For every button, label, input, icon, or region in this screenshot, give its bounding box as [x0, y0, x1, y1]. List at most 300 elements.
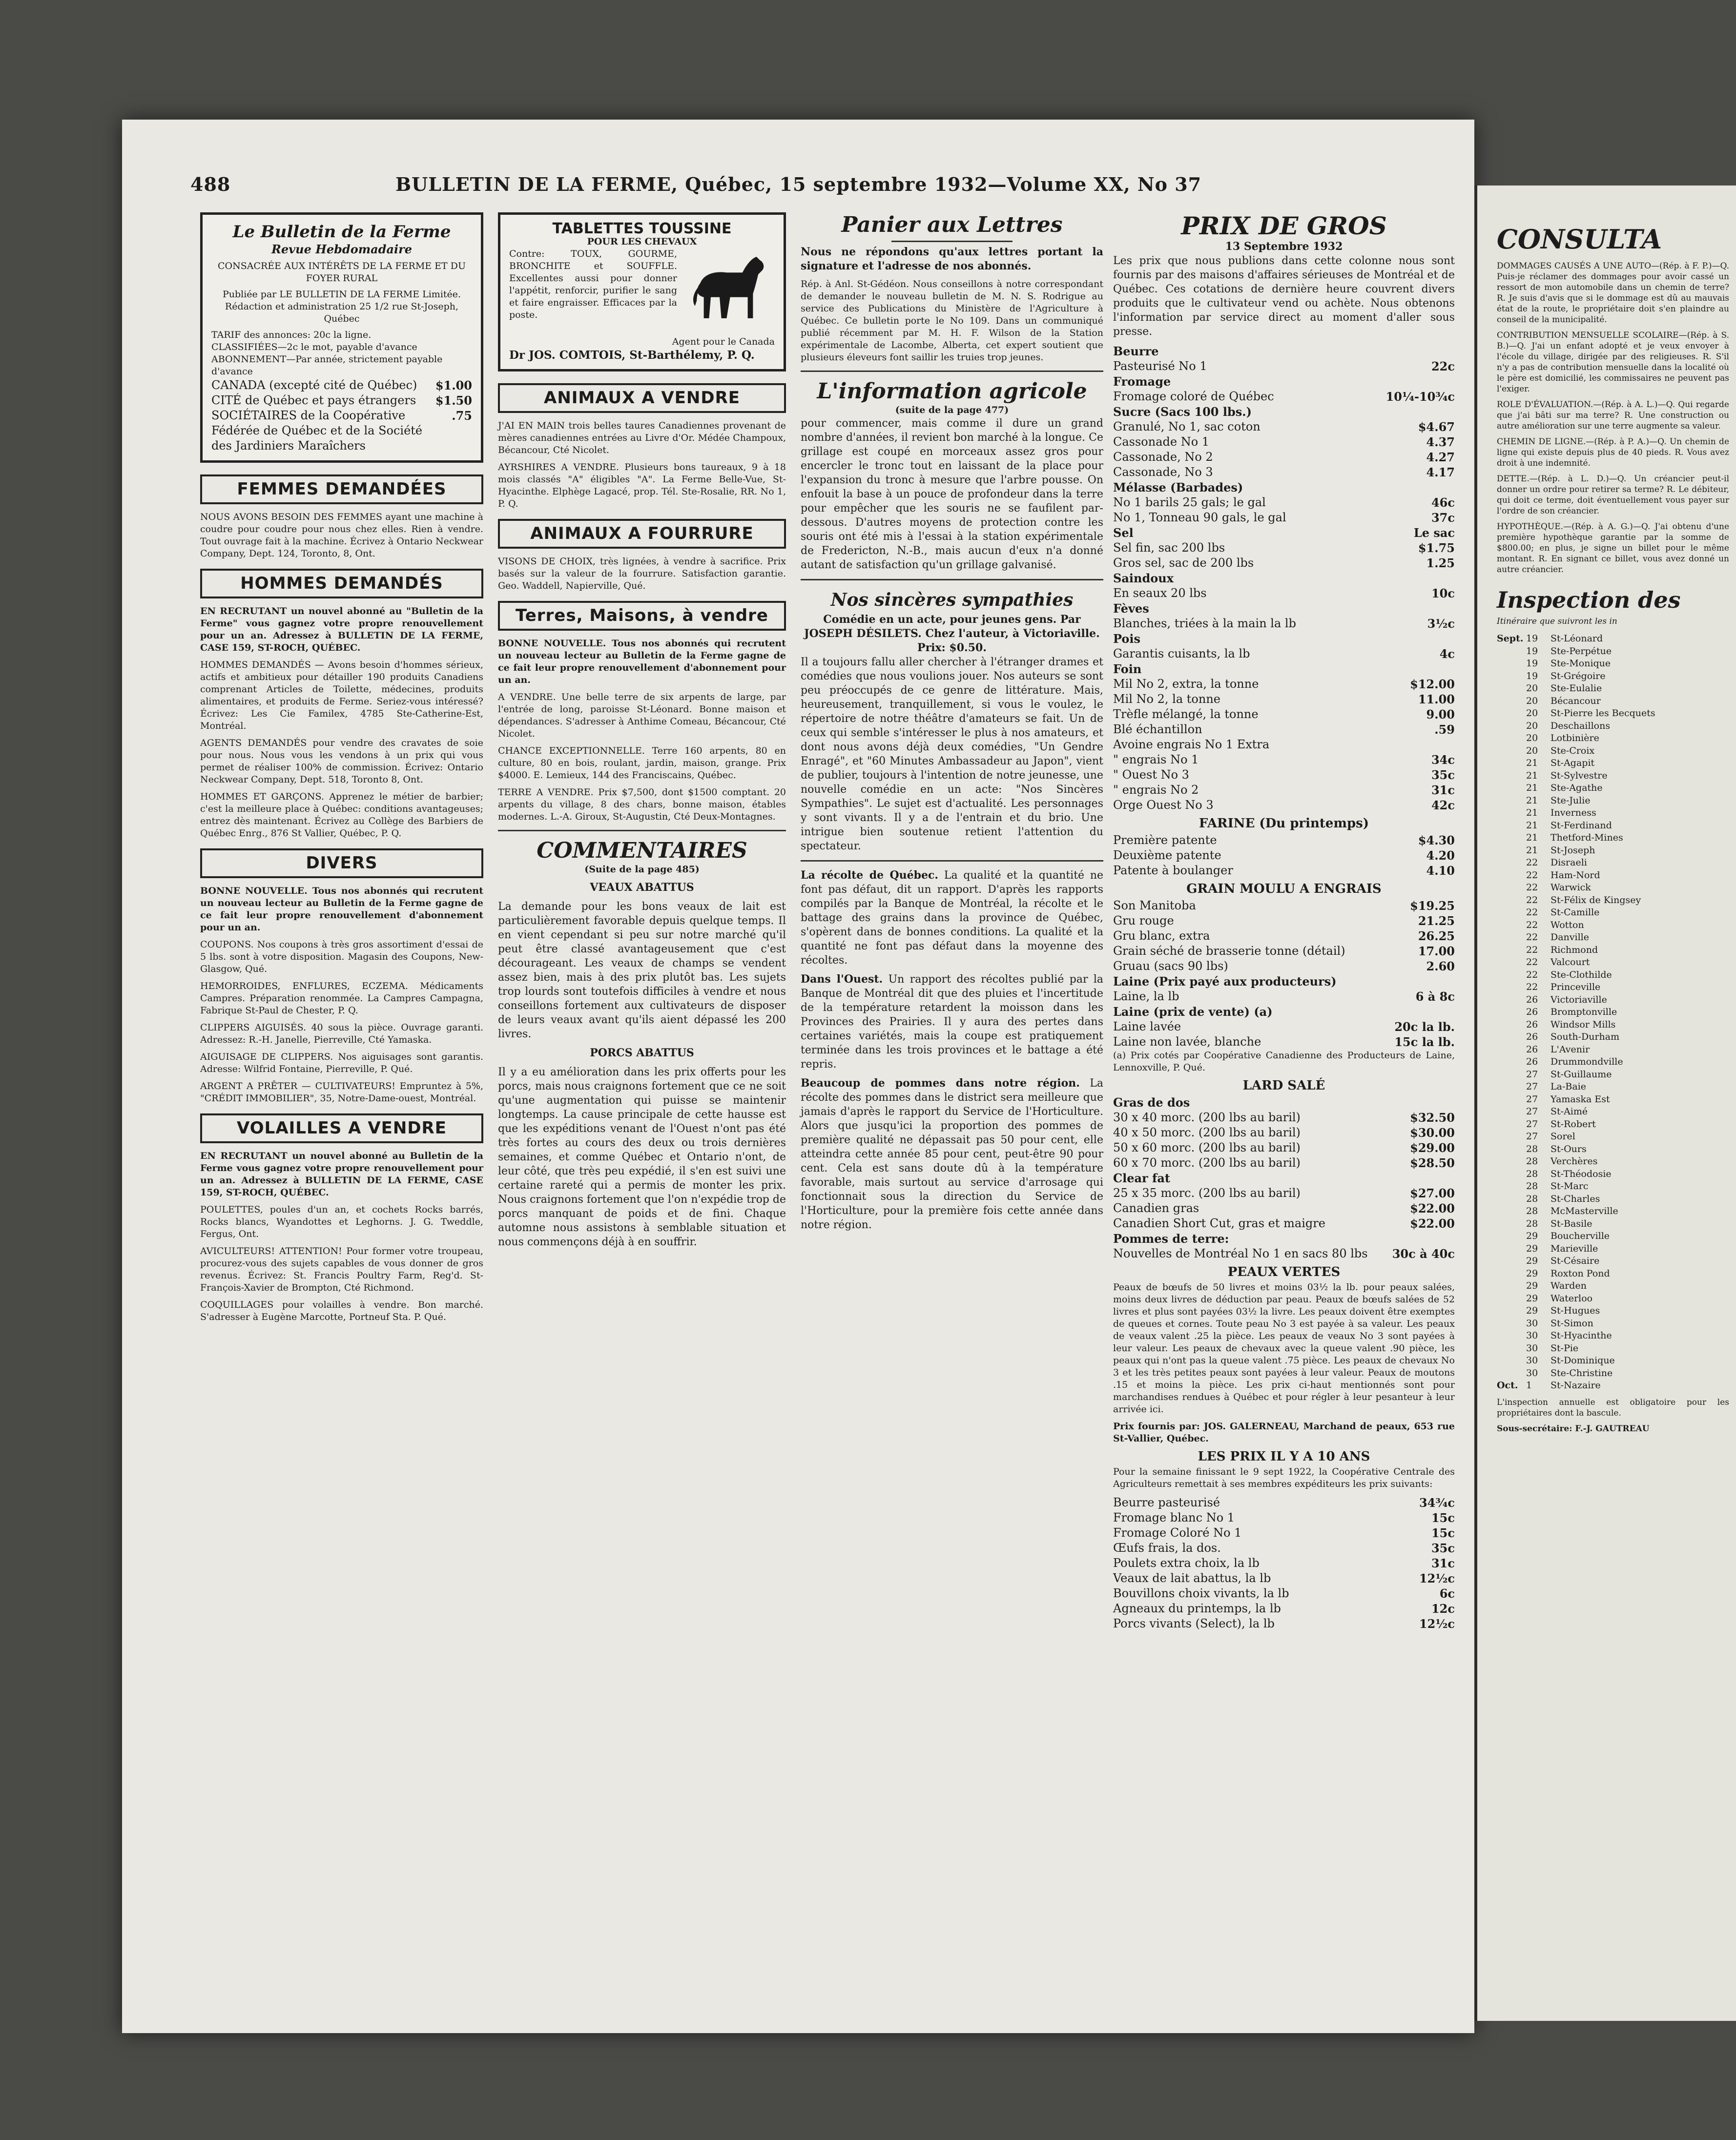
price-value: Le sac — [1413, 526, 1455, 540]
panier-title: Panier aux Lettres — [841, 212, 1063, 237]
price-row — [1113, 344, 1455, 359]
inspection-row — [1497, 1106, 1729, 1118]
inspection-place: Warden — [1550, 1280, 1587, 1291]
price-label: Gros sel, sac de 200 lbs — [1113, 556, 1254, 570]
inspection-row — [1497, 1218, 1729, 1231]
price-row — [1113, 586, 1455, 601]
divider — [891, 241, 1013, 242]
price-row — [1113, 767, 1455, 782]
price-value: $27.00 — [1410, 1186, 1455, 1200]
panier-note: Nous ne répondons qu'aux lettres portant la signature et l'adresse de nos abonnés. — [801, 246, 1103, 272]
inspection-place: Princeville — [1550, 982, 1601, 992]
inspection-row — [1497, 1044, 1729, 1056]
toussine-doctor: Dr JOS. COMTOIS, St-Barthélemy, P. Q. — [509, 349, 755, 362]
inspection-day: 27 — [1526, 1131, 1538, 1142]
divers-intro: BONNE NOUVELLE. Tous nos abonnés qui recrutent un nouveau lecteur au Bulletin de la Ferme gagne de ce fait leur propre renouvellement d'abonnement pour un an. — [200, 885, 483, 933]
price-value: 2.60 — [1426, 959, 1455, 973]
price-row — [1113, 1571, 1455, 1586]
inspection-place: Valcourt — [1550, 957, 1590, 967]
inspection-place: Wotton — [1550, 919, 1584, 930]
price-value: 3½c — [1427, 617, 1455, 631]
inspection-day: 1 — [1526, 1380, 1532, 1391]
price-row — [1113, 959, 1455, 974]
inspection-place: La-Baie — [1550, 1081, 1586, 1092]
price-label: Son Manitoba — [1113, 899, 1196, 912]
ouest-text: Un rapport des récoltes publié par la Banque de Montréal dit que des pluies et l'incertitude de la température retardent la moisson dans les Provinces des Prairies. Il y aura des pertes dans certaines variétés, mais la coupe est pratiquement terminée dans les trois provinces et le battage a été repris. — [801, 973, 1103, 1070]
price-row — [1113, 752, 1455, 767]
hemorroides-ad: HEMORROIDES, ENFLURES, ECZEMA. Médicaments Campres. Préparation renommée. La Campres Campagna, Fabrique St-Paul de Chester, P. Q. — [200, 981, 483, 1016]
price-row — [1113, 1586, 1455, 1601]
masthead-abonnement: ABONNEMENT—Par année, strictement payable d'avance — [211, 354, 443, 377]
price-label: 60 x 70 morc. (200 lbs au baril) — [1113, 1156, 1301, 1170]
price-row — [1113, 404, 1455, 419]
toussine-subtitle: POUR LES CHEVAUX — [587, 236, 697, 247]
inspection-month — [1497, 1118, 1526, 1131]
price-value: $29.00 — [1410, 1141, 1455, 1155]
inspection-day: 26 — [1526, 1007, 1538, 1017]
inspection-month — [1497, 1093, 1526, 1106]
terres-intro: BONNE NOUVELLE. Tous nos abonnés qui recrutent un nouveau lecteur au Bulletin de la Ferme gagne de ce fait leur propre renouvellement d'abonnement pour un an. — [498, 638, 786, 685]
inspection-day: 27 — [1526, 1118, 1538, 1130]
inspection-day: 22 — [1526, 957, 1538, 967]
price-row — [1113, 944, 1455, 959]
inspection-day: 29 — [1526, 1280, 1538, 1291]
inspection-day: 21 — [1526, 832, 1538, 843]
inspection-day: 20 — [1526, 683, 1538, 694]
price-label: Trèfle mélangé, la tonne — [1113, 707, 1259, 721]
price-row — [1113, 556, 1455, 571]
inspection-row — [1497, 1019, 1729, 1031]
price-label: Gru blanc, extra — [1113, 929, 1210, 943]
price-label: Gru rouge — [1113, 914, 1174, 927]
inspection-place: Richmond — [1550, 944, 1598, 955]
inspection-row — [1497, 707, 1729, 720]
veaux-text: La demande pour les bons veaux de lait est particulièrement favorable depuis quelque temps. Il en vient cependant si peu sur notre marché qu'il peut être classé avantageusement que c'est décourageant. Les veaux de champs se vendent assez bien, mais à des prix plutôt bas. Les sujets trop lourds sont toutefois difficiles à vendre et nous conseillons fortement aux cultivateurs de disposer de leurs veaux avant qu'ils aient dépassé les 200 livres. — [498, 901, 786, 1040]
inspection-day: 29 — [1526, 1255, 1538, 1266]
inspection-row — [1497, 994, 1729, 1007]
price-value: $12.00 — [1410, 677, 1455, 691]
inspection-day: 22 — [1526, 894, 1538, 905]
inspection-row — [1497, 633, 1729, 645]
inspection-row — [1497, 1131, 1729, 1143]
sympathies-title: Nos sincères sympathies — [830, 590, 1074, 610]
inspection-row — [1497, 931, 1729, 944]
inspection-sign: Sous-secrétaire: F.-J. GAUTREAU — [1497, 1423, 1650, 1434]
consulta-text-4: CHEMIN DE LIGNE.—(Rép. à P. A.)—Q. Un chemin de ligne qui existe depuis plus de 40 pieds. R. Vous avez droit à une indemnité. — [1497, 437, 1729, 468]
masthead-dedication: CONSACRÉE AUX INTÉRÊTS DE LA FERME ET DU FOYER RURAL — [217, 261, 466, 284]
price-value: 42c — [1431, 798, 1455, 812]
price-value: $19.25 — [1410, 899, 1455, 913]
inspection-row — [1497, 670, 1729, 683]
inspection-place: St-Hugues — [1550, 1305, 1600, 1316]
prix-intro: Les prix que nous publions dans cette colonne nous sont fournis par des maisons d'affaires sérieuses de Montréal et de Québec. Ces cotations de dernière heure couvrent divers produits que le cultivateur vend ou achète. Nous obtenons l'information par service direct au moment d'aller sous presse. — [1113, 255, 1455, 338]
porcs-text: Il y a eu amélioration dans les prix offerts pour les porcs, mais nous craignons fortement que ce ne soit qu'une augmentation qui puisse se maintenir longtemps. La cause principale de cette hausse est que les expéditions venant de l'Ouest n'ont pas été très fortes au cours des deux ou trois dernières semaines, et comme Québec et Ontario n'ont, de leur côté, que très peu expédié, il s'en est suivi une certaine rareté qui a permis de monter les prix. Nous craignons fortement que l'on n'expédie trop de porcs manquant de poids et de fini. Chaque automne nous assistons à semblable situation et nous commençons déjà à en souffrir. — [498, 1066, 786, 1248]
inspection-row — [1497, 1268, 1729, 1280]
price-label: Gruau (sacs 90 lbs) — [1113, 959, 1228, 973]
inspection-place: St-Nazaire — [1550, 1380, 1601, 1391]
inspection-day: 30 — [1526, 1367, 1538, 1379]
inspection-place: Ste-Perpétue — [1550, 645, 1612, 657]
price-label: Fromage Coloré No 1 — [1113, 1526, 1242, 1540]
peaux-sign: Prix fournis par: JOS. GALERNEAU, Marchand de peaux, 653 rue St-Vallier, Québec. — [1113, 1421, 1455, 1444]
inspection-month — [1497, 1031, 1526, 1044]
recolte-text: La qualité et la quantité ne font pas défaut, dit un rapport. D'après les rapports compilés par la Banque de Montréal, la récolte et le battage des grains dans la province de Québec, s'opèrent dans de bonnes conditions. La qualité et la quantité ne font pas défaut dans la moyenne des récoltes. — [801, 869, 1104, 967]
inspection-row — [1497, 1280, 1729, 1293]
farine-list — [1113, 833, 1455, 878]
price-value: $1.75 — [1418, 541, 1455, 555]
inspection-day: 22 — [1526, 944, 1538, 955]
price-label: 25 x 35 morc. (200 lbs au baril) — [1113, 1186, 1301, 1200]
inspection-day: 29 — [1526, 1268, 1538, 1279]
price-label: Granulé, No 1, sac coton — [1113, 420, 1261, 433]
price-row — [1113, 374, 1455, 389]
price-value: 21.25 — [1418, 914, 1455, 928]
newspaper-page — [122, 120, 1474, 2033]
sympathies-subtitle: Comédie en un acte, pour jeunes gens. Par JOSEPH DÉSILETS. Chez l'auteur, à Victoriaville. Prix: $0.50. — [804, 613, 1100, 654]
inspection-row — [1497, 720, 1729, 733]
femmes-ad: NOUS AVONS BESOIN DES FEMMES ayant une machine à coudre pour coudre pour nous chez elles. Rien à vendre. Tout ouvrage fait à la machine. Écrivez à Ontario Neckwear Company, Dept. 124, Toronto, 8, Ont. — [200, 512, 483, 559]
inspection-row — [1497, 732, 1729, 745]
inspection-month — [1497, 1268, 1526, 1280]
inspection-month — [1497, 832, 1526, 844]
inspection-place: Ste-Croix — [1550, 745, 1595, 756]
hommes-ad: HOMMES DEMANDÉS — Avons besoin d'hommes sérieux, actifs et ambitieux pour détailler 190 produits Canadiens comprenant Articles de Toilette, médecines, produits alimentaires, et produits de Ferme. Seriez-vous intéressé? Écrivez: Les Cie Familex, 4785 Ste-Catherine-Est, Montréal. — [200, 659, 483, 731]
price-label: Nouvelles de Montréal No 1 en sacs 80 lbs — [1113, 1247, 1368, 1260]
inspection-day: 26 — [1526, 1044, 1538, 1055]
argent-ad: ARGENT A PRÊTER — CULTIVATEURS! Empruntez à 5%, "CRÉDIT IMMOBILIER", 35, Notre-Dame-ouest, Montréal. — [200, 1081, 483, 1104]
inspection-month — [1497, 770, 1526, 782]
toussine-title: TABLETTES TOUSSINE — [552, 220, 732, 237]
inspection-row — [1497, 1180, 1729, 1193]
inspection-row — [1497, 1006, 1729, 1019]
inspection-month — [1497, 745, 1526, 758]
consulta-text-3: ROLE D'ÉVALUATION.—(Rép. à A. L.)—Q. Qui regarde que j'ai bâti sur ma terre? R. Une construction ou autre amélioration sur une terre augmente sa valeur. — [1497, 400, 1729, 431]
price-label: Fromage blanc No 1 — [1113, 1511, 1235, 1524]
inspection-row — [1497, 1305, 1729, 1317]
inspection-month — [1497, 1155, 1526, 1168]
price-row — [1113, 677, 1455, 692]
price-row — [1113, 722, 1455, 737]
inspection-place: St-Grégoire — [1550, 670, 1606, 681]
masthead-publisher: Publiée par LE BULLETIN DE LA FERME Limitée. Rédaction et administration 25 1/2 rue St-Joseph, Québec — [222, 289, 461, 324]
inspection-row — [1497, 1143, 1729, 1156]
horse-icon — [682, 248, 775, 336]
inspection-place: Ste-Monique — [1550, 658, 1611, 669]
price-row — [1113, 898, 1455, 913]
price-row — [1113, 833, 1455, 848]
price-label: Mil No 2, extra, la tonne — [1113, 677, 1259, 691]
poulettes-ad: POULETTES, poules d'un an, et cochets Rocks barrés, Rocks blancs, Wyandottes et Leghorns. J. G. Tweddle, Fergus, Ont. — [200, 1204, 483, 1239]
divider — [801, 370, 1103, 372]
price-value: $28.50 — [1410, 1156, 1455, 1170]
ily-intro: Pour la semaine finissant le 9 sept 1922, la Coopérative Centrale des Agriculteurs remettait à ses membres expéditeurs les prix suivants: — [1113, 1466, 1455, 1489]
price-value: $30.00 — [1410, 1126, 1455, 1140]
inspection-row — [1497, 770, 1729, 782]
commentaires-subtitle: (Suite de la page 485) — [584, 864, 700, 875]
inspection-month — [1497, 1317, 1526, 1330]
inspection-day: 28 — [1526, 1193, 1538, 1204]
inspection-place: Drummondville — [1550, 1056, 1623, 1067]
inspection-day: 27 — [1526, 1093, 1538, 1105]
inspection-month — [1497, 1168, 1526, 1181]
inspection-day: 29 — [1526, 1305, 1538, 1316]
inspection-place: St-Charles — [1550, 1193, 1600, 1204]
inspection-month — [1497, 1106, 1526, 1118]
laine-note: (a) Prix cotés par Coopérative Canadienne des Producteurs de Laine, Lennoxville, P. Qué. — [1113, 1050, 1455, 1073]
inspection-month — [1497, 944, 1526, 957]
inspection-row — [1497, 1093, 1729, 1106]
inspection-row — [1497, 1317, 1729, 1330]
inspection-place: Ham-Nord — [1550, 869, 1600, 881]
inspection-month — [1497, 894, 1526, 907]
inspection-month — [1497, 695, 1526, 708]
price-row — [1113, 1601, 1455, 1616]
inspection-place: Verchères — [1550, 1156, 1598, 1167]
inspection-row — [1497, 844, 1729, 857]
inspection-day: 26 — [1526, 1056, 1538, 1067]
price-label: " engrais No 1 — [1113, 753, 1199, 766]
price-row — [1113, 1246, 1455, 1261]
price-row — [1113, 692, 1455, 707]
inspection-place: St-Félix de Kingsey — [1550, 894, 1641, 905]
price-row — [1113, 1140, 1455, 1155]
price-row — [1113, 737, 1455, 752]
price-label: Mélasse (Barbades) — [1113, 480, 1243, 494]
price-list — [1113, 344, 1455, 813]
price-row — [1113, 1541, 1455, 1556]
inspection-month — [1497, 1205, 1526, 1218]
inspection-month — [1497, 1218, 1526, 1231]
price-value: 30c à 40c — [1392, 1247, 1455, 1261]
price-label: En seaux 20 lbs — [1113, 586, 1207, 600]
price-row — [1113, 495, 1455, 510]
inspection-row — [1497, 919, 1729, 932]
inspection-day: 21 — [1526, 820, 1538, 831]
price-label: Sucre (Sacs 100 lbs.) — [1113, 405, 1252, 419]
price-value: 35c — [1431, 1541, 1455, 1555]
price-row — [1113, 601, 1455, 616]
inspection-day: 21 — [1526, 844, 1538, 856]
inspection-month — [1497, 757, 1526, 770]
inspection-place: McMasterville — [1550, 1206, 1618, 1216]
coupons-ad: COUPONS. Nos coupons à très gros assortiment d'essai de 5 lbs. sont à votre disposition. Magasin des Coupons, New-Glasgow, Qué. — [200, 939, 483, 974]
inspection-day: 20 — [1526, 733, 1538, 743]
price-row — [1113, 928, 1455, 944]
price-label: Canadien Short Cut, gras et maigre — [1113, 1216, 1325, 1230]
terre-ad: TERRE A VENDRE. Prix $7,500, dont $1500 comptant. 20 arpents du village, 8 des chars, bonne maison, étables modernes. L.-A. Giroux, St-Augustin, Cté Deux-Montagnes. — [498, 787, 786, 822]
price-row — [1113, 480, 1455, 495]
inspection-place: St-Aimé — [1550, 1106, 1588, 1117]
price-value: 4c — [1439, 647, 1455, 661]
price-row — [1113, 510, 1455, 525]
price-value: $32.50 — [1410, 1111, 1455, 1125]
inspection-row — [1497, 757, 1729, 770]
price-cite: CITÉ de Québec et pays étrangers $1.50 — [211, 393, 472, 408]
price-label: Patente à boulanger — [1113, 864, 1233, 877]
inspection-month — [1497, 1131, 1526, 1143]
price-label: Cassonade No 1 — [1113, 435, 1210, 449]
price-label: Sel — [1113, 526, 1134, 540]
page-number: 488 — [190, 173, 231, 195]
price-label: 30 x 40 morc. (200 lbs au baril) — [1113, 1111, 1301, 1124]
inspection-place: Victoriaville — [1550, 994, 1607, 1005]
divers-heading: DIVERS — [200, 848, 483, 878]
inspection-day: 20 — [1526, 720, 1538, 731]
animaux-ad: J'AI EN MAIN trois belles taures Canadiennes provenant de mères canadiennes entrées au Livre d'Or. Médée Champoux, Bécancour, Cté Nicolet. — [498, 420, 786, 455]
inspection-row — [1497, 1230, 1729, 1243]
inspection-place: St-Joseph — [1550, 844, 1595, 856]
price-row — [1113, 707, 1455, 722]
inspection-month — [1497, 1044, 1526, 1056]
price-label: Foin — [1113, 662, 1142, 676]
inspection-month — [1497, 1180, 1526, 1193]
price-label: Garantis cuisants, la lb — [1113, 647, 1250, 660]
inspection-row — [1497, 682, 1729, 695]
price-row — [1113, 434, 1455, 450]
price-value: 15c la lb. — [1394, 1035, 1455, 1049]
inspection-row — [1497, 1255, 1729, 1268]
price-row — [1113, 646, 1455, 661]
animaux-heading: ANIMAUX A VENDRE — [498, 383, 786, 413]
commentaires-title: COMMENTAIRES — [537, 838, 747, 863]
divider — [801, 860, 1103, 862]
price-label: Cassonade, No 3 — [1113, 465, 1213, 479]
inspection-row — [1497, 820, 1729, 832]
price-value: 12½c — [1419, 1617, 1455, 1631]
price-label: Beurre — [1113, 344, 1159, 358]
price-row — [1113, 1034, 1455, 1049]
inspection-row — [1497, 1193, 1729, 1206]
inspection-month — [1497, 645, 1526, 658]
inspection-day: 21 — [1526, 758, 1538, 768]
divider — [801, 579, 1103, 580]
inspection-place: Ste-Christine — [1550, 1367, 1613, 1379]
price-label: Laine lavée — [1113, 1020, 1181, 1033]
price-row — [1113, 1110, 1455, 1125]
inspection-day: 20 — [1526, 695, 1538, 706]
inspection-row — [1497, 1367, 1729, 1380]
peaux-heading: PEAUX VERTES — [1227, 1265, 1341, 1279]
column-1 — [200, 212, 483, 1328]
price-row — [1113, 913, 1455, 928]
consulta-title: CONSULTA — [1497, 224, 1662, 255]
inspection-place: Marieville — [1550, 1243, 1598, 1254]
price-row — [1113, 1019, 1455, 1034]
price-row — [1113, 450, 1455, 465]
terres-heading: Terres, Maisons, à vendre — [498, 601, 786, 631]
toussine-text: Contre: TOUX, GOURME, BRONCHITE et SOUFFLE. Excellentes aussi pour donner l'appétit, renforcir, purifier le sang et faire engraisser. Efficaces par la poste. — [509, 248, 677, 320]
price-value: 4.20 — [1426, 848, 1455, 863]
price-row — [1113, 1510, 1455, 1525]
inspection-day: 22 — [1526, 869, 1538, 881]
inspection-day: 22 — [1526, 907, 1538, 918]
inspection-day: 28 — [1526, 1168, 1538, 1179]
inspection-month — [1497, 1019, 1526, 1031]
peaux-text: Peaux de bœufs de 50 livres et moins 03½ la lb. pour peaux salées, moins deux livres de déduction par peau. Peaux de bœufs salées de 52 livres et plus sont payées 03½ la livre. Les peaux doivent être exemptes de queues et cornes. Toute peau No 3 est payée à sa valeur. Les peaux de veaux valent .25 la pièce. Les peaux de veaux No 3 sont payées à leur valeur. Les peaux de chevaux avec la queue valent .90 pièce, les peaux qui n'ont pas la queue valent .75 pièce. Les peaux de chevaux No 3 et les très petites peaux sont payées à leur valeur. Peaux de moutons .15 et moins la pièce. Les prix ci-haut mentionnés sont pour marchandises rendues à Québec et pour régler à leur pesanteur à leur arrivée ici. — [1113, 1282, 1455, 1415]
price-societaires: SOCIÉTAIRES de la Coopérative Fédérée de Québec et de la Société des Jardiniers Maraîchers .75 — [211, 409, 472, 453]
inspection-month — [1497, 1342, 1526, 1355]
veaux-heading: VEAUX ABATTUS — [590, 881, 694, 894]
masthead-tarif: TARIF des annonces: 20c la ligne. — [211, 329, 372, 340]
price-label: Laine, la lb — [1113, 989, 1179, 1003]
inspection-row — [1497, 832, 1729, 844]
inspection-day: 20 — [1526, 745, 1538, 756]
inspection-day: 30 — [1526, 1330, 1538, 1341]
inspection-day: 27 — [1526, 1106, 1538, 1117]
price-label: Avoine engrais No 1 Extra — [1113, 738, 1270, 751]
inspection-place: Deschaillons — [1550, 720, 1611, 731]
inspection-place: Warwick — [1550, 882, 1591, 893]
price-row — [1113, 389, 1455, 404]
inspection-month — [1497, 1305, 1526, 1317]
price-value: 26.25 — [1418, 929, 1455, 943]
inspection-day: 21 — [1526, 770, 1538, 781]
pommes-text: La récolte des pommes dans le district sera meilleure que jamais d'après le rapport du Service de l'Horticulture. Alors que jusqu'ici la proportion des pommes de première qualité ne dépassait pas 50 pour cent, elle atteindra cette année 85 pour cent, peut-être 90 pour cent. Cela est sans doute dû à la température favorable, mais surtout au service d'arrosage qui fonctionnait sous la direction du Service de l'Horticulture, pour la première fois cette année dans notre région. — [801, 1077, 1103, 1231]
price-value: 20c la lb. — [1394, 1020, 1455, 1034]
inspection-day: 21 — [1526, 782, 1538, 793]
inspection-place: Waterloo — [1550, 1293, 1593, 1304]
inspection-month — [1497, 844, 1526, 857]
price-row — [1113, 1095, 1455, 1110]
inspection-day: 28 — [1526, 1156, 1538, 1167]
inspection-day: 27 — [1526, 1081, 1538, 1092]
inspection-place: St-Césaire — [1550, 1255, 1600, 1266]
inspection-place: Bromptonville — [1550, 1007, 1617, 1017]
clippers-ad: CLIPPERS AIGUISÉS. 40 sous la pièce. Ouvrage garanti. Adressez: R.-H. Janelle, Pierreville, Cté Yamaska. — [200, 1022, 483, 1045]
price-label: Pasteurisé No 1 — [1113, 359, 1207, 373]
inspection-month — [1497, 1056, 1526, 1069]
price-label: Blé échantillon — [1113, 722, 1202, 736]
ayrshires-ad: AYRSHIRES A VENDRE. Plusieurs bons taureaux, 9 à 18 mois classés "A" éligibles "A". La Ferme Belle-Vue, St-Hyacinthe. Elphège Lagacé, prop. Tél. Ste-Rosalie, RR. No 1, P. Q. — [498, 462, 786, 509]
price-row — [1113, 1171, 1455, 1186]
inspection-day: 19 — [1526, 670, 1538, 681]
inspection-month — [1497, 732, 1526, 745]
price-label: Gras de dos — [1113, 1095, 1190, 1110]
price-value: 1.25 — [1426, 556, 1455, 570]
price-row — [1113, 974, 1455, 989]
femmes-heading: FEMMES DEMANDÉES — [200, 474, 483, 504]
inspection-place: St-Marc — [1550, 1181, 1589, 1192]
price-row — [1113, 359, 1455, 374]
price-label: Veaux de lait abattus, la lb — [1113, 1571, 1271, 1585]
inspection-place: St-Sylvestre — [1550, 770, 1608, 781]
inspection-place: Ste-Agathe — [1550, 782, 1603, 793]
agents-ad: AGENTS DEMANDÉS pour vendre des cravates de soie pour nous. Nous vous les vendons à un prix qui vous permet de réaliser 100% de commission. Écrivez: Ontario Neckwear Company, Dept. 518, Toronto 8, Ont. — [200, 738, 483, 785]
price-value: $22.00 — [1410, 1216, 1455, 1231]
inspection-row — [1497, 658, 1729, 670]
column-2 — [498, 212, 786, 1254]
price-label: No 1 barils 25 gals; le gal — [1113, 495, 1266, 509]
inspection-month — [1497, 1069, 1526, 1081]
inspection-row — [1497, 1293, 1729, 1305]
inspection-place: Thetford-Mines — [1550, 832, 1623, 843]
price-row — [1113, 540, 1455, 556]
inspection-month — [1497, 969, 1526, 982]
inspection-row — [1497, 1155, 1729, 1168]
price-row — [1113, 1616, 1455, 1631]
inspection-place: Inverness — [1550, 807, 1596, 818]
inspection-month — [1497, 782, 1526, 795]
inspection-place: St-Simon — [1550, 1317, 1593, 1329]
inspection-month — [1497, 707, 1526, 720]
inspection-row — [1497, 894, 1729, 907]
grain-list — [1113, 898, 1455, 1049]
inspection-row — [1497, 1355, 1729, 1367]
inspection-day: 22 — [1526, 932, 1538, 943]
inspection-day: 30 — [1526, 1317, 1538, 1329]
toussine-agent: Agent pour le Canada — [672, 336, 775, 347]
price-value: 46c — [1431, 495, 1455, 510]
